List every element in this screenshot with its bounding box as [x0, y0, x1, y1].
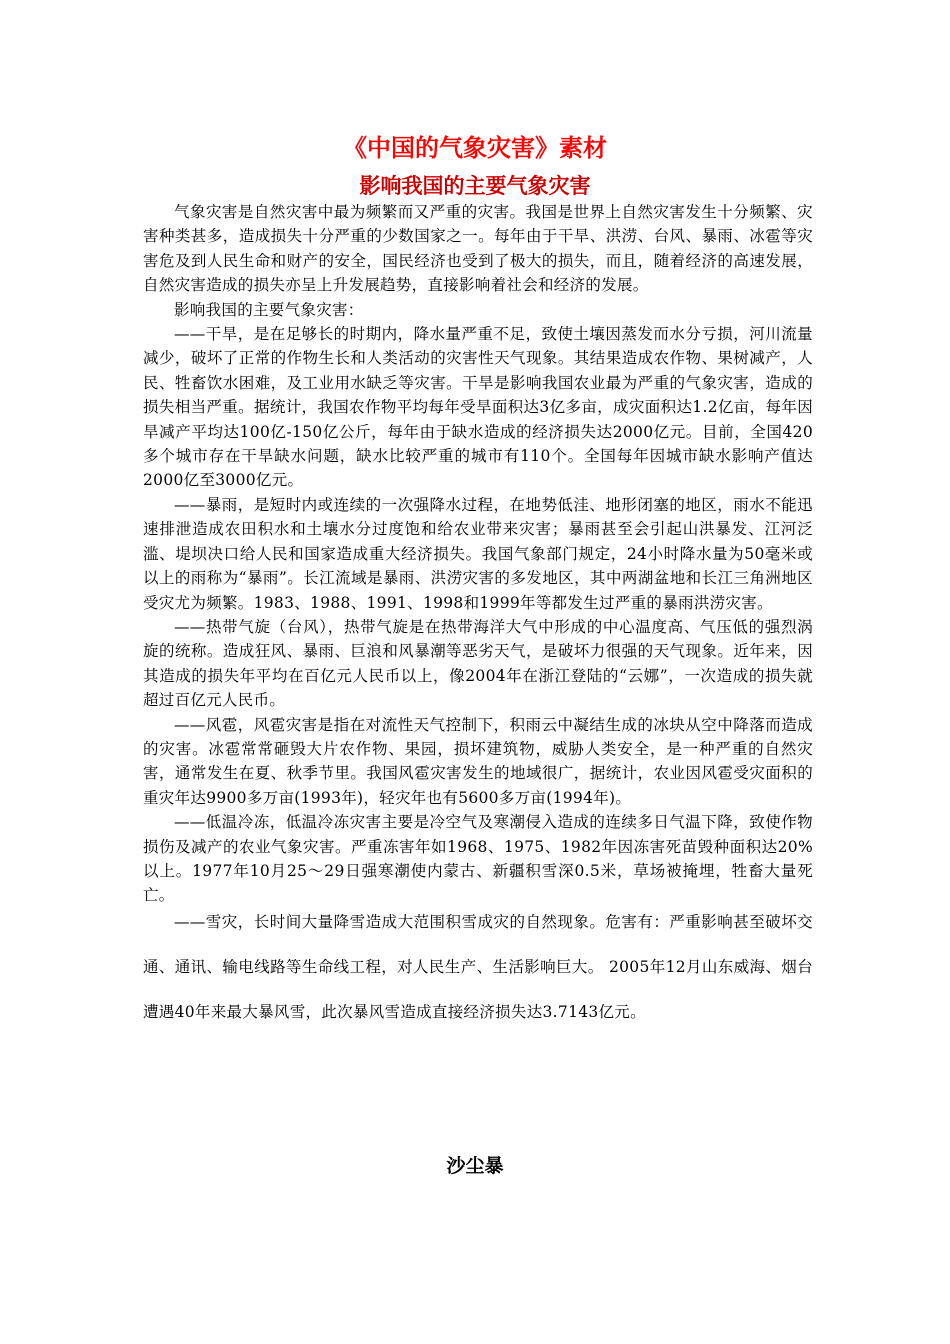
- section-heading-sandstorm: 沙尘暴: [446, 1155, 504, 1177]
- hail-paragraph: ——风雹，风雹灾害是指在对流性天气控制下，积雨云中凝结生成的冰块从空中降落而造成的灾害。冰雹常常砸毁大片农作物、果园，损坏建筑物，威胁人类安全，是一种严重的自然灾害，通常发生在夏、秋季节里。我国风雹灾害发生的地域很广，据统计，农业因风雹受灾面积的重灾年达9900多万亩(1993年)，轻灾年也有5600多万亩(1994年)。: [143, 715, 813, 807]
- document-subtitle: 影响我国的主要气象灾害: [359, 174, 591, 198]
- document-body: [143, 200, 813, 1035]
- cold-paragraph: ——低温冷冻，低温冷冻灾害主要是冷空气及寒潮侵入造成的连续多日气温下降，致使作物损伤及减产的农业气象灾害。严重冻害年如1968、1975、1982年因冻害死苗毁种面积达20%以上。1977年10月25～29日强寒潮使内蒙古、新疆积雪深0.5米，草场被掩埋，牲畜大量死亡。: [143, 813, 813, 905]
- document-title: 《中国的气象灾害》素材: [343, 134, 607, 162]
- list-intro-paragraph: 影响我国的主要气象灾害：: [174, 300, 364, 319]
- drought-paragraph: ——干旱，是在足够长的时期内，降水量严重不足，致使土壤因蒸发而水分亏损，河川流量减少，破坏了正常的作物生长和人类活动的灾害性天气现象。其结果造成农作物、果树减产，人民、牲畜饮水困难，及工业用水缺乏等灾害。干旱是影响我国农业最为严重的气象灾害，造成的损失相当严重。据统计，我国农作物平均每年受旱面积达3亿多亩，成灾面积达1.2亿亩，每年因旱减产平均达100亿-150亿公斤，每年由于缺水造成的经济损失达2000亿元。目前，全国420多个城市存在干旱缺水问题，缺水比较严重的城市有110个。全国每年因城市缺水影响产值达2000亿至3000亿元。: [143, 325, 813, 490]
- rainstorm-paragraph: ——暴雨，是短时内或连续的一次强降水过程，在地势低洼、地形闭塞的地区，雨水不能迅速排泄造成农田积水和土壤水分过度饱和给农业带来灾害；暴雨甚至会引起山洪暴发、江河泛滥、堤坝决口给人民和国家造成重大经济损失。我国气象部门规定，24小时降水量为50毫米或以上的雨称为“暴雨”。长江流域是暴雨、洪涝灾害的多发地区，其中两湖盆地和长江三角洲地区受灾尤为频繁。1983、1988、1991、1998和1999年等都发生过严重的暴雨洪涝灾害。: [143, 495, 813, 612]
- intro-paragraph: 气象灾害是自然灾害中最为频繁而又严重的灾害。我国是世界上自然灾害发生十分频繁、灾害种类甚多，造成损失十分严重的少数国家之一。每年由于干旱、洪涝、台风、暴雨、冰雹等灾害危及到人民生命和财产的安全，国民经济也受到了极大的损失，而且，随着经济的高速发展，自然灾害造成的损失亦呈上升发展趋势，直接影响着社会和经济的发展。: [143, 203, 813, 295]
- snow-paragraph: ——雪灾，长时间大量降雪造成大范围积雪成灾的自然现象。危害有：严重影响甚至破坏交通、通讯、输电线路等生命线工程，对人民生产、生活影响巨大。 2005年12月山东威海、烟台遭遇40年来最大暴风雪，此次暴风雪造成直接经济损失达3.7143亿元。: [143, 912, 813, 1021]
- typhoon-paragraph: ——热带气旋（台风），热带气旋是在热带海洋大气中形成的中心温度高、气压低的强烈涡旋的统称。造成狂风、暴雨、巨浪和风暴潮等恶劣天气，是破坏力很强的天气现象。近年来，因其造成的损失年平均在百亿元人民币以上，像2004年在浙江登陆的“云娜”，一次造成的损失就超过百亿元人民币。: [143, 617, 813, 710]
